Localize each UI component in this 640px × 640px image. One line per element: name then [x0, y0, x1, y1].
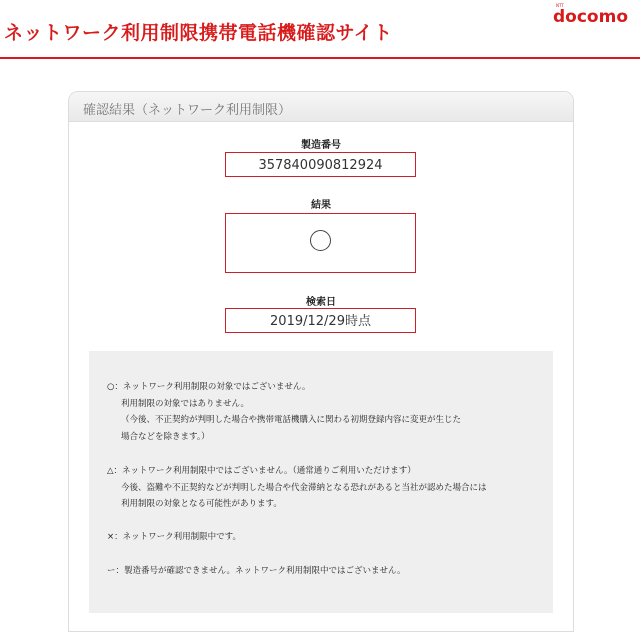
- note-circle-line-1: ○：ネットワーク利用制限の対象ではございません。: [107, 382, 311, 392]
- legend-notes: [89, 351, 553, 613]
- result-circle-icon: [310, 230, 331, 251]
- note-dash: ー：製造番号が確認できません。ネットワーク利用制限中ではございません。: [107, 566, 406, 576]
- note-circle-line-3: （今後、不正契約が判明した場合や携帯電話機購入に関わる初期登録内容に変更が生じた: [121, 415, 462, 425]
- note-triangle-line-2: 今後、盗難や不正契約などが判明した場合や代金滞納となる恐れがあると当社が認めた場合には: [121, 482, 487, 493]
- logo-ntt-mark: NTT: [556, 3, 564, 8]
- site-header: [0, 0, 640, 60]
- card-header: [69, 92, 573, 122]
- search-date-box: [225, 308, 416, 333]
- serial-number-label: 製造番号: [301, 140, 341, 151]
- search-date-value: 2019/12/29時点: [270, 314, 371, 329]
- result-box: [225, 213, 416, 273]
- search-date-label: 検索日: [306, 297, 336, 308]
- note-cross: ×：ネットワーク利用制限中です。: [107, 532, 241, 542]
- note-triangle: [107, 463, 487, 513]
- serial-number-box: [225, 152, 416, 177]
- site-title: ネットワーク利用制限携帯電話機確認サイト: [4, 22, 393, 44]
- note-circle-line-2: 利用制限の対象ではありません。: [121, 398, 250, 409]
- docomo-logo[interactable]: [553, 3, 628, 27]
- result-label: 結果: [311, 200, 331, 211]
- header-divider: [0, 57, 640, 59]
- note-circle-line-4: 場合などを除きます。）: [121, 431, 210, 442]
- note-circle: [107, 379, 461, 445]
- note-triangle-line-3: 利用制限の対象となる可能性があります。: [121, 499, 282, 509]
- result-card: [68, 91, 574, 632]
- logo-text: docomo: [553, 7, 628, 27]
- card-title: 確認結果（ネットワーク利用制限）: [83, 103, 292, 118]
- serial-number-value: 357840090812924: [258, 158, 383, 173]
- note-triangle-line-1: △：ネットワーク利用制限中ではございません。（通常通りご利用いただけます）: [107, 466, 416, 476]
